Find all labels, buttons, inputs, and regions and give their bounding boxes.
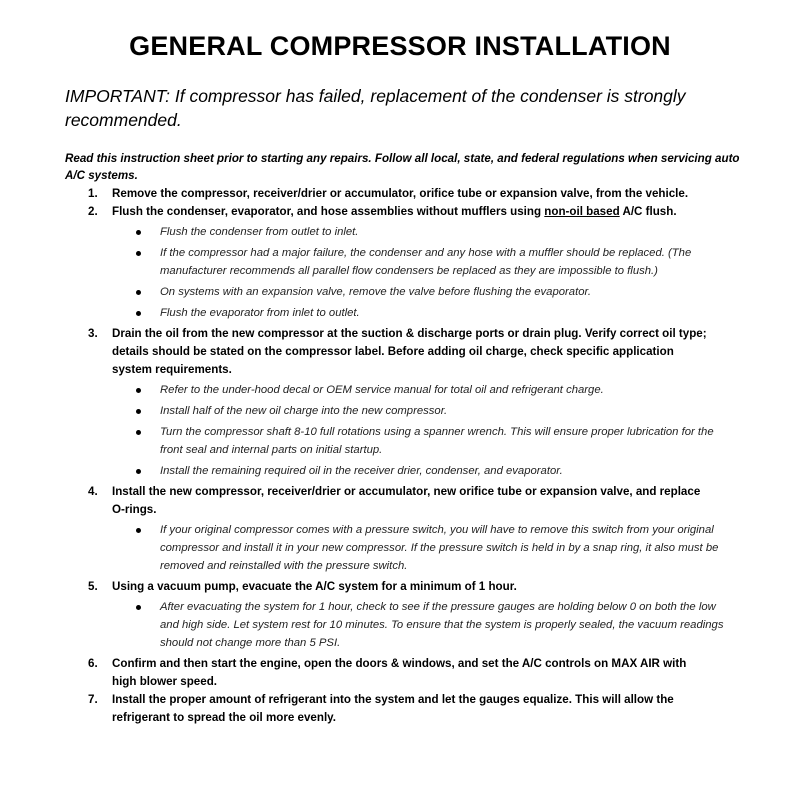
bullet-item bbox=[0, 598, 732, 652]
bullet-dot-icon bbox=[136, 528, 141, 533]
step-body: Install the new compressor, receiver/drier or accumulator, new orifice tube or expansion valve, and replace O-rings. bbox=[112, 485, 701, 516]
bullet-item bbox=[0, 521, 732, 575]
bullet-item bbox=[0, 244, 732, 280]
bullet-item bbox=[0, 423, 732, 459]
step-number: 2. bbox=[88, 205, 98, 218]
step-item bbox=[0, 203, 800, 322]
bullet-text: If your original compressor comes with a pressure switch, you will have to remove this switch from your original compressor and install it in your new compressor. If the pressure switch is held in by a snap ring, it also must be removed and reinstalled with the pressure switch. bbox=[160, 524, 719, 572]
bullet-text: After evacuating the system for 1 hour, check to see if the pressure gauges are holding below 0 on both the low and high side. Let system rest for 10 minutes. To ensure that the system is properly sealed, the vacuum readings should not change more than 5 PSI. bbox=[160, 601, 724, 649]
step-text bbox=[0, 483, 710, 519]
bullet-item bbox=[0, 381, 732, 399]
step-text bbox=[0, 655, 710, 691]
bullet-text: Flush the evaporator from inlet to outlet. bbox=[160, 307, 360, 319]
step-item bbox=[0, 483, 800, 575]
step-body: Using a vacuum pump, evacuate the A/C system for a minimum of 1 hour. bbox=[112, 580, 517, 593]
step-number: 3. bbox=[88, 327, 98, 340]
step-body: Confirm and then start the engine, open the doors & windows, and set the A/C controls on MAX AIR with high blower speed. bbox=[112, 657, 687, 688]
step-text bbox=[0, 325, 710, 379]
page-title: GENERAL COMPRESSOR INSTALLATION bbox=[129, 31, 671, 61]
bullet-text: If the compressor had a major failure, the condenser and any hose with a muffler should be replaced. (The manufacturer recommends all parallel flow condensers be replaced as they are impossible to flush.) bbox=[160, 247, 692, 277]
step-number: 7. bbox=[88, 693, 98, 706]
step-number: 1. bbox=[88, 187, 98, 200]
bullet-dot-icon bbox=[136, 409, 141, 414]
step-item bbox=[0, 325, 800, 480]
bullet-item bbox=[0, 304, 732, 322]
bullet-list bbox=[0, 221, 800, 322]
bullet-text: Turn the compressor shaft 8-10 full rotations using a spanner wrench. This will ensure proper lubrication for the front seal and internal parts on initial startup. bbox=[160, 426, 714, 456]
step-body-part: Flush the condenser, evaporator, and hose assemblies without mufflers using bbox=[112, 205, 545, 218]
bullet-dot-icon bbox=[136, 388, 141, 393]
step-text bbox=[0, 691, 710, 727]
bullet-text: Install half of the new oil charge into the new compressor. bbox=[160, 405, 448, 417]
step-number: 5. bbox=[88, 580, 98, 593]
step-body: Remove the compressor, receiver/drier or accumulator, orifice tube or expansion valve, from the vehicle. bbox=[112, 187, 689, 200]
bullet-item bbox=[0, 283, 732, 301]
step-item bbox=[0, 655, 800, 691]
step-number: 6. bbox=[88, 657, 98, 670]
step-text bbox=[0, 203, 710, 221]
bullet-list bbox=[0, 596, 800, 652]
step-item bbox=[0, 578, 800, 652]
bullet-item bbox=[0, 462, 732, 480]
bullet-text: Install the remaining required oil in the receiver drier, condenser, and evaporator. bbox=[160, 465, 563, 477]
bullet-dot-icon bbox=[136, 230, 141, 235]
step-text bbox=[0, 578, 710, 596]
bullet-dot-icon bbox=[136, 430, 141, 435]
bullet-list bbox=[0, 379, 800, 480]
step-item bbox=[0, 691, 800, 727]
bullet-list bbox=[0, 519, 800, 575]
step-item bbox=[0, 185, 800, 203]
bullet-text: Refer to the under-hood decal or OEM service manual for total oil and refrigerant charge. bbox=[160, 384, 604, 396]
step-body: Install the proper amount of refrigerant into the system and let the gauges equalize. This will allow the refrigerant to spread the oil more evenly. bbox=[112, 693, 674, 724]
bullet-dot-icon bbox=[136, 251, 141, 256]
bullet-dot-icon bbox=[136, 605, 141, 610]
step-body: Drain the oil from the new compressor at the suction & discharge ports or drain plug. Verify correct oil type; details should be stated on the compressor label. Before adding oil charge, check specific application system requirements. bbox=[112, 327, 707, 376]
step-body-part: A/C flush. bbox=[619, 205, 677, 218]
steps-list bbox=[0, 185, 800, 727]
step-text bbox=[0, 185, 710, 203]
step-number: 4. bbox=[88, 485, 98, 498]
important-notice: IMPORTANT: If compressor has failed, replacement of the condenser is strongly recommended. bbox=[65, 86, 686, 130]
bullet-text: Flush the condenser from outlet to inlet. bbox=[160, 226, 359, 238]
bullet-dot-icon bbox=[136, 311, 141, 316]
intro-text: Read this instruction sheet prior to starting any repairs. Follow all local, state, and federal regulations when servicing auto A/C systems. bbox=[65, 152, 740, 182]
bullet-item bbox=[0, 223, 732, 241]
bullet-dot-icon bbox=[136, 290, 141, 295]
bullet-text: On systems with an expansion valve, remove the valve before flushing the evaporator. bbox=[160, 286, 591, 298]
underlined-term: non-oil based bbox=[544, 205, 620, 218]
bullet-dot-icon bbox=[136, 469, 141, 474]
bullet-item bbox=[0, 402, 732, 420]
